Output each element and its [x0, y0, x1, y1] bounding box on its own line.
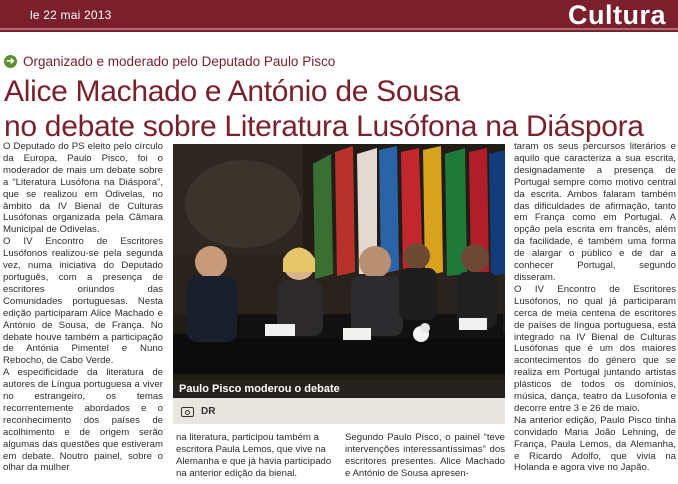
photo-credit: DR [201, 406, 216, 417]
paragraph: O IV Encontro de Escritores Lusófonos, no qual já participaram cerca de meia centena de escritores de países de língua portuguesa, está integrado na IV Bienal de Culturas Lusófonas que é um dos maiores acontecimentos do género que se realiza em Portugal juntando artistas plásticos de todos os domínios, música, dança, teatro da Lusofonia e decorre entre 3 e 26 de maio. [514, 283, 676, 414]
article-photo [173, 144, 505, 424]
paragraph: na literatura, participou também a escritora Paula Lemos, que vive na Alemanha e que já havia participado na anterior edição da bienal. [176, 432, 332, 479]
headline-line-2: no debate sobre Literatura Lusófona na Diáspora [4, 110, 644, 143]
paragraph: O IV Encontro de Escritores Lusófonos realizou-se pela segunda vez, numa iniciativa do Deputado português, com a presença de escritores oriundos das Comunidades portuguesas. Nesta edição participaram Alice Machado e António de Sousa, de França. No debate houve também a participação de Antónia Pimentel e Nuno Rebocho, de Cabo Verde. [3, 236, 163, 367]
issue-date: le 22 mai 2013 [30, 8, 112, 22]
headline-line-1: Alice Machado e António de Sousa [4, 75, 460, 108]
section-title: Cultura [568, 0, 666, 30]
arrow-right-icon: ➜ [4, 55, 17, 68]
article-column-2 [176, 432, 334, 484]
paragraph: Segundo Paulo Pisco, o painel “teve intervenções interessantíssimas” dos escritores presentes. Alice Machado e António de Sousa apresen- [345, 432, 505, 479]
article-headline [4, 74, 676, 144]
paragraph: A especificidade da literatura de autores de Língua portuguesa a viver no estrangeiro, os temas recorrentemente abordados e o reconhecimento dos países de acolhimento e de origem serão algumas das questões que estiveram em debate. Noutro painel, sobre o olhar da mulher [3, 367, 163, 474]
paragraph: taram os seus percursos literários e aquilo que caracteriza a sua escrita, designadamente a presença de Portugal sempre como motivo central da escrita. Ambos falaram também das dificuldades de afirmação, tanto em França como em Portugal. A opção pela escrita em francês, além da facilidade, é também uma forma de alargar o público e de dar a conhecer Portugal, segundo disseram. [514, 141, 676, 283]
paragraph: O Deputado do PS eleito pelo círculo da Europa, Paulo Pisco, foi o moderador de mais um debate sobre a “Literatura Lusófona na Diáspora”, que se realizou em Odivelas, no âmbito da IV Bienal de Culturas Lusófonas organizada pela Câmara Municipal de Odivelas. [3, 141, 163, 236]
section-header-bar [0, 0, 678, 32]
credit-bar [173, 398, 505, 424]
article-column-1 [3, 141, 163, 484]
kicker-text: Organizado e moderado pelo Deputado Paulo Pisco [23, 53, 336, 69]
photo-caption: Paulo Pisco moderou o debate [179, 383, 340, 395]
paragraph: Na anterior edição, Paulo Pisco tinha convidado Maria João Lehning, de França, Paula Lemos, da Alemanha, e Ricardo Adolfo, que vivia na Holanda e agora vive no Japão. [514, 414, 676, 474]
article-kicker [4, 53, 335, 69]
article-column-3 [345, 432, 505, 484]
article-column-4 [514, 141, 676, 484]
camera-icon [181, 407, 194, 417]
